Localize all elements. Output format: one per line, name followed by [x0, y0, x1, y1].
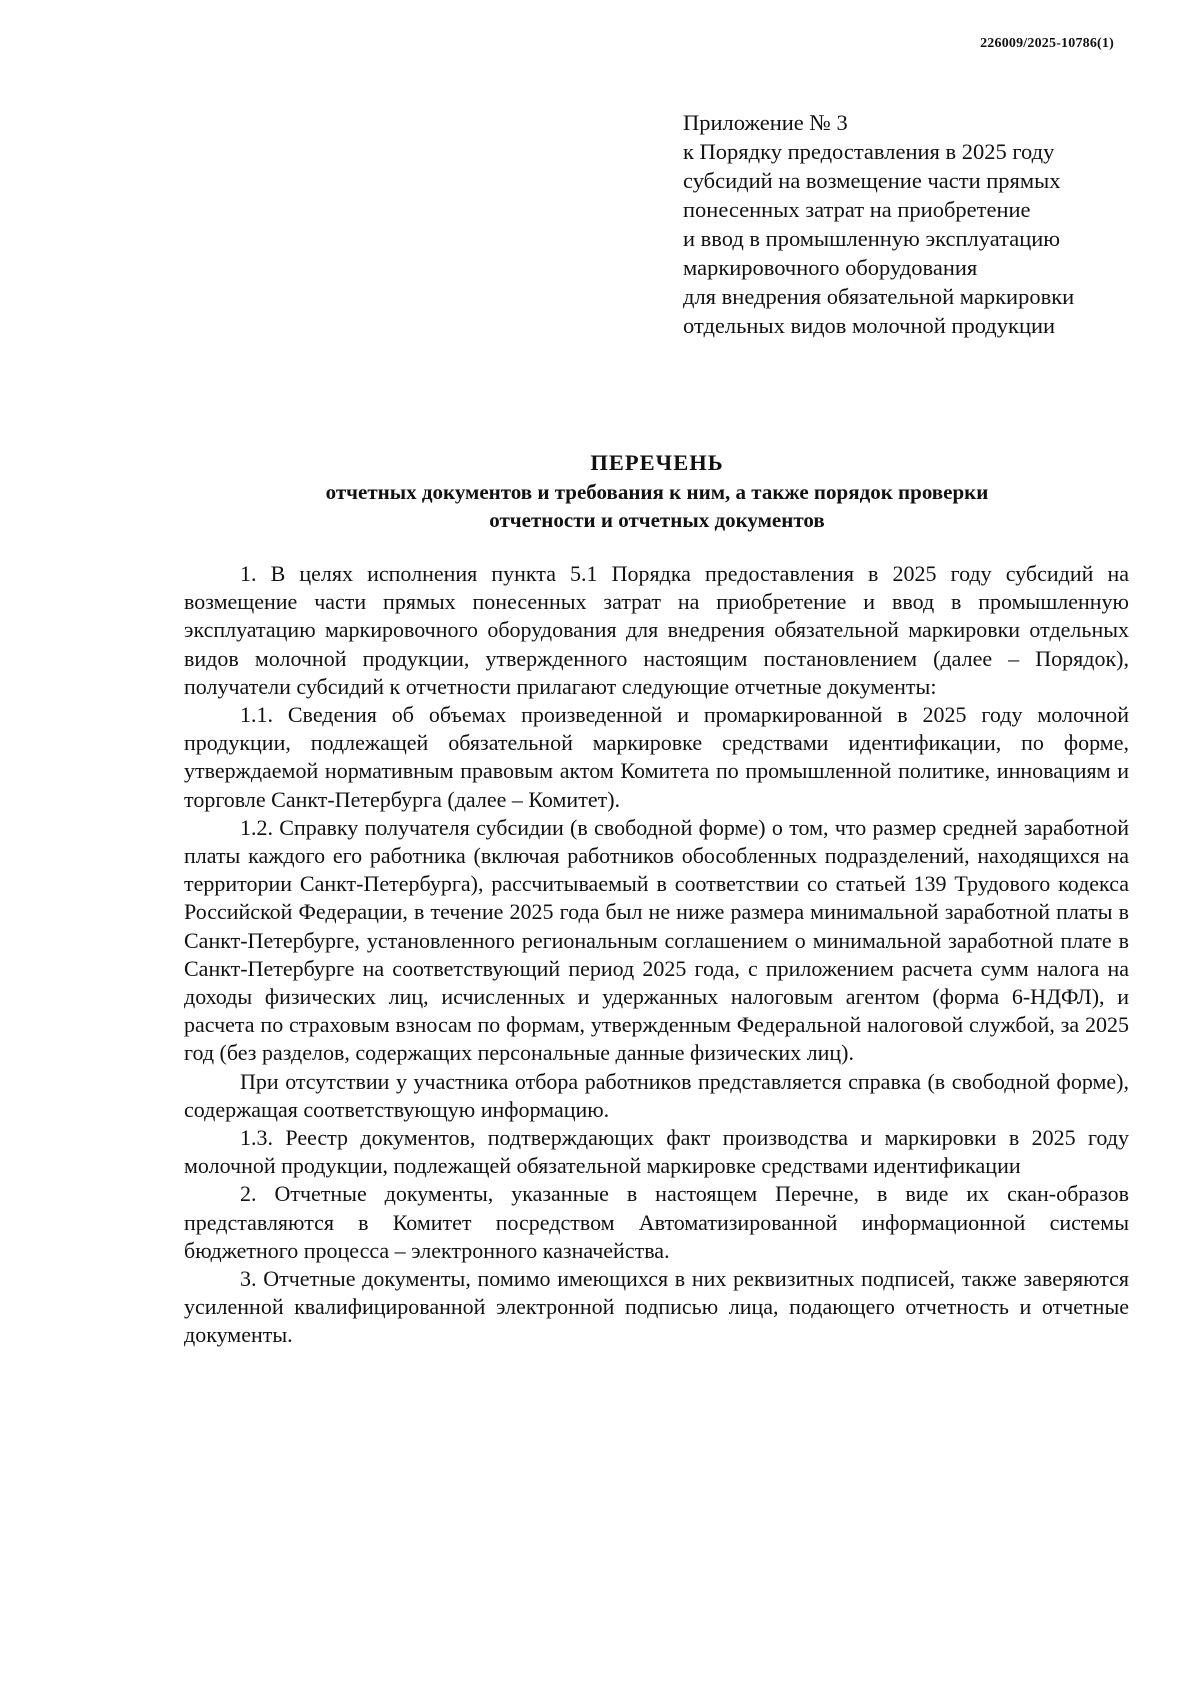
document-title: ПЕРЕЧЕНЬ: [590, 450, 724, 475]
paragraph-no-employees-note: При отсутствии у участника отбора работников представляется справка (в свободной форме), содержащая соответствующую информацию.: [184, 1068, 1129, 1122]
document-heading: [182, 448, 1132, 534]
paragraph-1-2: 1.2. Справку получателя субсидии (в свободной форме) о том, что размер средней заработной платы каждого его работника (включая работников обособленных подразделений, находящихся на территории Санкт-Петербурга), рассчитываемый в соответствии со статьей 139 Трудового кодекса Российской Федерации, в течение 2025 года был не ниже размера минимальной заработной платы в Санкт-Петербурге, установленного региональным соглашением о минимальной заработной плате в Санкт-Петербурге на соответствующий период 2025 года, с приложением расчета сумм налога на доходы физических лиц, исчисленных и удержанных налоговым агентом (форма 6-НДФЛ), и расчета по страховым взносам по формам, утвержденным Федеральной налоговой службой, за 2025 год (без разделов, содержащих персональные данные физических лиц).: [184, 814, 1129, 1066]
appendix-line: Приложение № 3: [683, 110, 848, 135]
appendix-line: для внедрения обязательной маркировки: [683, 284, 1075, 309]
appendix-line: понесенных затрат на приобретение: [683, 197, 1031, 222]
document-subtitle-line: отчетных документов и требования к ним, а также порядок проверки: [325, 480, 989, 504]
document-registration-number: 226009/2025-10786(1): [980, 36, 1114, 51]
appendix-line: и ввод в промышленную эксплуатацию: [683, 226, 1061, 251]
paragraph-3: 3. Отчетные документы, помимо имеющихся в них реквизитных подписей, также заверяются усиленной квалифицированной электронной подписью лица, подающего отчетность и отчетные документы.: [184, 1266, 1129, 1348]
paragraph-1-3: 1.3. Реестр документов, подтверждающих факт производства и маркировки в 2025 году молочной продукции, подлежащей обязательной маркировке средствами идентификации: [184, 1125, 1129, 1179]
appendix-block: [683, 108, 1153, 340]
paragraph-2: 2. Отчетные документы, указанные в настоящем Перечне, в виде их скан-образов представляются в Комитет посредством Автоматизированной информационной системы бюджетного процесса – электронного казначейства.: [184, 1181, 1129, 1263]
paragraph-1: 1. В целях исполнения пункта 5.1 Порядка предоставления в 2025 году субсидий на возмещение части прямых понесенных затрат на приобретение и ввод в промышленную эксплуатацию маркировочного оборудования для внедрения обязательной маркировки отдельных видов молочной продукции, утвержденного настоящим постановлением (далее – Порядок), получатели субсидий к отчетности прилагают следующие отчетные документы:: [184, 561, 1129, 699]
appendix-line: к Порядку предоставления в 2025 году: [683, 139, 1055, 164]
appendix-line: отдельных видов молочной продукции: [683, 313, 1056, 338]
document-subtitle-line: отчетности и отчетных документов: [489, 508, 825, 532]
document-body: [184, 560, 1129, 1350]
paragraph-1-1: 1.1. Сведения об объемах произведенной и промаркированной в 2025 году молочной продукции, подлежащей обязательной маркировке средствами идентификации, по форме, утверждаемой нормативным правовым актом Комитета по промышленной политике, инновациям и торговле Санкт-Петербурга (далее – Комитет).: [184, 702, 1129, 812]
appendix-line: субсидий на возмещение части прямых: [683, 168, 1061, 193]
appendix-line: маркировочного оборудования: [683, 255, 978, 280]
